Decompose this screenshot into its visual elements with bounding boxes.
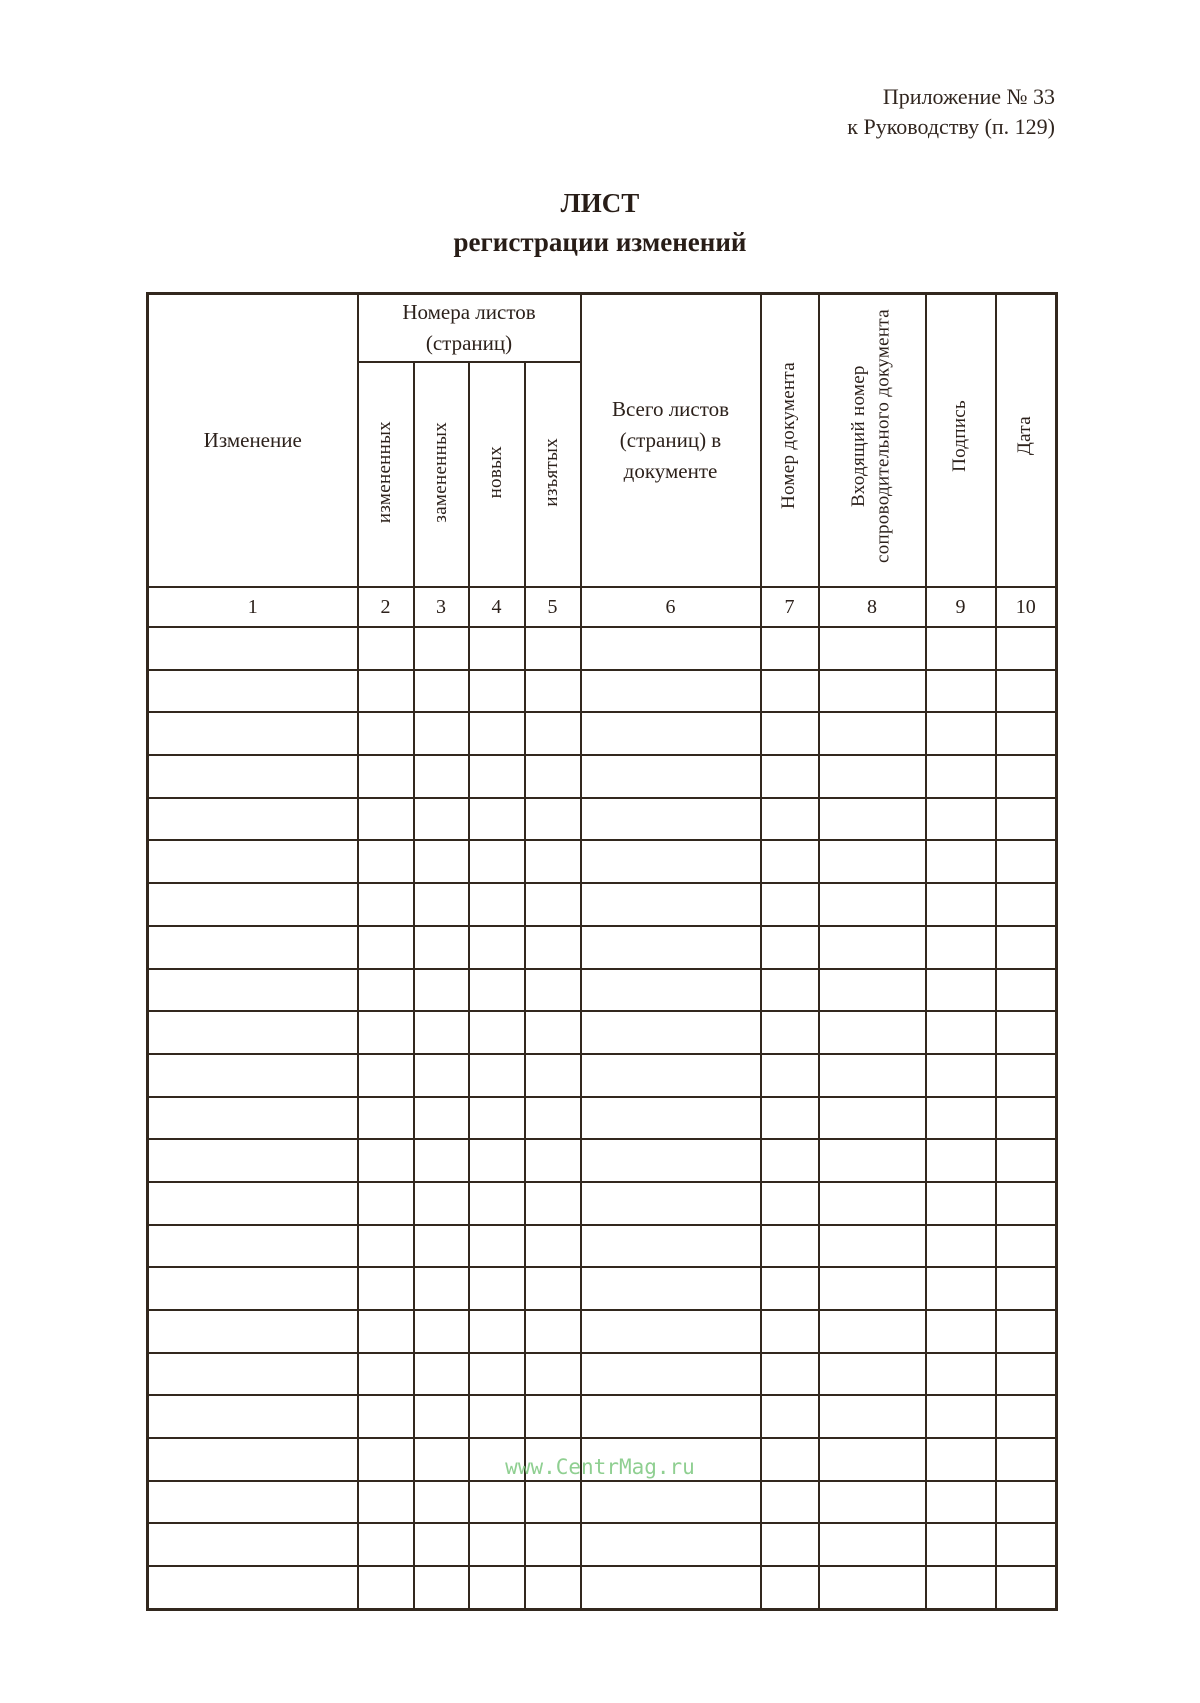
empty-cell [996,1523,1057,1566]
empty-cell [581,1353,761,1396]
empty-cell [358,1182,414,1225]
empty-cell [148,1566,358,1609]
empty-cell [525,1310,581,1353]
empty-cell [581,1267,761,1310]
empty-cell [148,1054,358,1097]
empty-cell [414,1438,469,1481]
header-new-sheets [469,362,525,587]
empty-cell [926,1011,996,1054]
empty-cell [414,1182,469,1225]
empty-cell [525,883,581,926]
header-date [996,294,1057,588]
empty-cell [469,627,525,670]
empty-cell [761,670,819,713]
column-number-cell: 5 [525,587,581,627]
header-signature [926,294,996,588]
empty-cell [819,1481,926,1524]
column-number-cell: 2 [358,587,414,627]
empty-cell [469,1395,525,1438]
empty-cell [358,1225,414,1268]
empty-cell [148,969,358,1012]
empty-cell [525,926,581,969]
empty-cell [414,926,469,969]
empty-cell [358,1353,414,1396]
empty-cell [996,1182,1057,1225]
empty-cell [761,1353,819,1396]
empty-cell [414,883,469,926]
empty-cell [358,840,414,883]
empty-data-row [148,1225,1057,1268]
empty-cell [761,798,819,841]
empty-cell [761,755,819,798]
empty-cell [469,969,525,1012]
empty-cell [358,1566,414,1609]
empty-cell [926,883,996,926]
empty-cell [525,627,581,670]
empty-cell [358,1267,414,1310]
empty-cell [414,1395,469,1438]
empty-cell [469,1523,525,1566]
empty-cell [819,1225,926,1268]
empty-cell [761,926,819,969]
date-label: Дата [1014,416,1036,456]
empty-cell [525,712,581,755]
empty-cell [581,1097,761,1140]
column-number-cell: 8 [819,587,926,627]
header-changed-sheets [358,362,414,587]
empty-cell [761,1182,819,1225]
empty-cell [581,1139,761,1182]
empty-cell [148,1225,358,1268]
empty-cell [761,1097,819,1140]
empty-cell [469,755,525,798]
empty-cell [469,1481,525,1524]
empty-data-row [148,1353,1057,1396]
empty-cell [469,1566,525,1609]
empty-cell [581,1481,761,1524]
empty-cell [148,1011,358,1054]
empty-cell [148,840,358,883]
empty-cell [819,1395,926,1438]
empty-cell [469,926,525,969]
empty-cell [926,1353,996,1396]
column-number-cell: 6 [581,587,761,627]
empty-cell [819,840,926,883]
empty-cell [414,840,469,883]
empty-cell [761,1139,819,1182]
empty-cell [469,712,525,755]
empty-cell [414,1523,469,1566]
empty-cell [358,1438,414,1481]
empty-cell [525,840,581,883]
empty-cell [469,840,525,883]
empty-cell [926,1182,996,1225]
empty-cell [761,1395,819,1438]
empty-data-row [148,883,1057,926]
empty-cell [581,1011,761,1054]
document-number-label: Номер документа [778,362,800,510]
empty-cell [926,1097,996,1140]
empty-cell [761,1481,819,1524]
empty-cell [581,1225,761,1268]
empty-cell [525,1395,581,1438]
empty-data-row [148,1054,1057,1097]
empty-cell [996,1225,1057,1268]
column-number-cell: 1 [148,587,358,627]
empty-cell [358,712,414,755]
empty-data-row [148,755,1057,798]
empty-data-row [148,1566,1057,1609]
header-document-number [761,294,819,588]
centrmag-watermark: www.CentrMag.ru [505,1455,695,1479]
empty-cell [358,1054,414,1097]
empty-data-row [148,1523,1057,1566]
empty-cell [525,798,581,841]
empty-cell [148,1481,358,1524]
empty-cell [761,1225,819,1268]
empty-cell [819,1097,926,1140]
empty-cell [926,1566,996,1609]
empty-cell [819,798,926,841]
empty-cell [525,1267,581,1310]
empty-cell [525,1353,581,1396]
empty-cell [761,883,819,926]
signature-label: Подпись [949,400,971,472]
empty-cell [819,1523,926,1566]
empty-cell [148,755,358,798]
empty-cell [525,1097,581,1140]
empty-cell [761,1054,819,1097]
empty-cell [414,1566,469,1609]
empty-cell [926,1225,996,1268]
appendix-reference-line: к Руководству (п. 129) [847,114,1055,139]
empty-cell [996,969,1057,1012]
empty-cell [996,798,1057,841]
empty-cell [926,1438,996,1481]
empty-cell [469,1353,525,1396]
empty-cell [581,1182,761,1225]
changed-sheets-label: измененных [374,420,396,524]
empty-cell [926,1054,996,1097]
empty-cell [996,1139,1057,1182]
header-total-sheets: Всего листов (страниц) в документе [581,294,761,588]
empty-cell [819,1438,926,1481]
empty-cell [581,926,761,969]
empty-cell [414,1310,469,1353]
empty-cell [414,755,469,798]
empty-cell [996,1481,1057,1524]
appendix-annotation [847,82,1055,142]
empty-cell [414,969,469,1012]
empty-cell [469,670,525,713]
change-registration-table [146,292,1058,1611]
empty-cell [525,755,581,798]
empty-cell [581,755,761,798]
empty-cell [525,1182,581,1225]
empty-cell [761,627,819,670]
empty-cell [819,1267,926,1310]
empty-cell [761,1267,819,1310]
empty-cell [525,969,581,1012]
empty-cell [358,926,414,969]
empty-cell [761,1438,819,1481]
empty-cell [525,1566,581,1609]
empty-cell [414,1225,469,1268]
empty-cell [581,1395,761,1438]
header-change: Изменение [148,294,358,588]
empty-cell [996,883,1057,926]
appendix-number-line: Приложение № 33 [882,84,1055,109]
empty-cell [414,712,469,755]
empty-cell [761,1011,819,1054]
empty-cell [358,1097,414,1140]
empty-cell [358,627,414,670]
empty-cell [926,1395,996,1438]
empty-cell [581,969,761,1012]
removed-sheets-label: изъятых [541,437,563,507]
empty-cell [469,1267,525,1310]
empty-cell [469,1225,525,1268]
empty-cell [148,1395,358,1438]
empty-cell [819,1353,926,1396]
empty-cell [819,969,926,1012]
header-replaced-sheets [414,362,469,587]
empty-cell [148,712,358,755]
empty-cell [819,1139,926,1182]
empty-cell [819,1011,926,1054]
empty-cell [414,1353,469,1396]
empty-data-row [148,1182,1057,1225]
replaced-sheets-label: замененных [429,421,451,523]
empty-data-row [148,1139,1057,1182]
empty-cell [819,1310,926,1353]
empty-cell [819,627,926,670]
empty-data-row [148,627,1057,670]
empty-cell [581,840,761,883]
empty-cell [525,1054,581,1097]
empty-cell [414,1054,469,1097]
empty-cell [469,798,525,841]
empty-data-row [148,1395,1057,1438]
empty-cell [996,1097,1057,1140]
empty-cell [581,627,761,670]
column-number-cell: 7 [761,587,819,627]
empty-cell [926,627,996,670]
empty-cell [358,1523,414,1566]
empty-cell [761,1566,819,1609]
empty-data-row [148,1310,1057,1353]
header-removed-sheets [525,362,581,587]
empty-cell [996,1267,1057,1310]
empty-cell [819,712,926,755]
empty-cell [414,798,469,841]
empty-cell [581,1566,761,1609]
empty-cell [926,1523,996,1566]
empty-cell [148,1523,358,1566]
empty-data-row [148,670,1057,713]
empty-cell [926,1310,996,1353]
empty-cell [581,1310,761,1353]
empty-cell [148,926,358,969]
document-title [0,184,1200,262]
column-number-cell: 4 [469,587,525,627]
empty-data-row [148,1097,1057,1140]
header-row-group [148,294,1057,363]
empty-cell [358,1139,414,1182]
empty-cell [358,969,414,1012]
empty-cell [996,1011,1057,1054]
empty-cell [525,1139,581,1182]
empty-cell [926,798,996,841]
empty-cell [761,1523,819,1566]
empty-cell [996,755,1057,798]
empty-cell [469,883,525,926]
empty-cell [525,1225,581,1268]
column-number-cell: 3 [414,587,469,627]
empty-cell [996,627,1057,670]
empty-cell [926,755,996,798]
title-line-1: ЛИСТ [560,188,640,218]
empty-cell [996,1353,1057,1396]
incoming-number-label: Входящий номер сопроводительного документа [848,309,895,563]
empty-data-row [148,1011,1057,1054]
empty-cell [819,883,926,926]
empty-cell [414,1097,469,1140]
empty-cell [469,1182,525,1225]
empty-cell [996,926,1057,969]
empty-data-row [148,840,1057,883]
empty-cell [358,883,414,926]
empty-data-row [148,712,1057,755]
empty-cell [358,1310,414,1353]
empty-cell [469,1139,525,1182]
column-number-row [148,587,1057,627]
empty-cell [469,1054,525,1097]
empty-cell [819,1566,926,1609]
empty-cell [414,627,469,670]
empty-cell [358,670,414,713]
empty-cell [761,1310,819,1353]
empty-cell [926,1139,996,1182]
empty-cell [414,1267,469,1310]
empty-cell [148,1139,358,1182]
empty-cell [148,798,358,841]
empty-cell [761,969,819,1012]
empty-cell [996,1310,1057,1353]
empty-cell [581,883,761,926]
empty-cell [148,1310,358,1353]
empty-cell [581,670,761,713]
header-incoming-number [819,294,926,588]
empty-cell [148,1182,358,1225]
empty-cell [761,712,819,755]
empty-cell [581,1523,761,1566]
empty-cell [996,1438,1057,1481]
empty-cell [148,883,358,926]
empty-cell [581,712,761,755]
empty-data-row [148,1267,1057,1310]
empty-cell [819,1182,926,1225]
empty-cell [148,1097,358,1140]
empty-cell [996,1566,1057,1609]
empty-cell [525,1523,581,1566]
empty-cell [996,670,1057,713]
empty-cell [581,798,761,841]
empty-cell [926,969,996,1012]
empty-cell [926,1481,996,1524]
empty-cell [926,1267,996,1310]
empty-cell [819,670,926,713]
empty-data-row [148,969,1057,1012]
empty-cell [819,1054,926,1097]
empty-cell [358,1395,414,1438]
empty-cell [581,1054,761,1097]
empty-cell [148,627,358,670]
column-number-cell: 9 [926,587,996,627]
empty-cell [148,1438,358,1481]
empty-cell [996,840,1057,883]
empty-cell [469,1310,525,1353]
empty-cell [525,670,581,713]
empty-cell [926,712,996,755]
empty-cell [414,1011,469,1054]
empty-cell [469,1097,525,1140]
empty-cell [414,670,469,713]
empty-cell [996,1395,1057,1438]
empty-cell [926,840,996,883]
empty-cell [996,1054,1057,1097]
title-line-2: регистрации изменений [453,227,747,257]
empty-data-row [148,1481,1057,1524]
empty-cell [148,670,358,713]
empty-cell [926,670,996,713]
empty-cell [926,926,996,969]
empty-cell [358,1481,414,1524]
empty-cell [525,1011,581,1054]
empty-cell [414,1481,469,1524]
empty-cell [819,755,926,798]
empty-data-row [148,798,1057,841]
empty-cell [358,755,414,798]
empty-cell [469,1011,525,1054]
empty-cell [761,840,819,883]
empty-cell [148,1353,358,1396]
empty-data-row [148,926,1057,969]
empty-cell [996,712,1057,755]
column-number-cell: 10 [996,587,1057,627]
empty-cell [525,1481,581,1524]
empty-cell [358,798,414,841]
empty-cell [819,926,926,969]
new-sheets-label: новых [485,445,507,499]
empty-cell [148,1267,358,1310]
empty-cell [414,1139,469,1182]
header-sheet-numbers-group: Номера листов (страниц) [358,294,581,363]
empty-cell [358,1011,414,1054]
